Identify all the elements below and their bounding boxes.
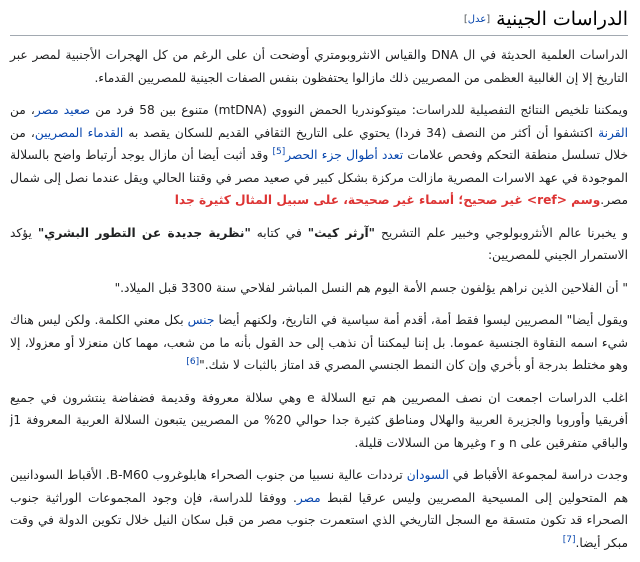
citation-5-link[interactable]: [5]: [272, 146, 286, 157]
author-name: "آرثر كيث": [307, 225, 376, 240]
link-sudan[interactable]: السودان: [406, 468, 449, 482]
citation-6: [186, 357, 199, 367]
paragraph-3: و يخبرنا عالم الأنثروبولوجي وخبير علم التشريح "آرثر كيث" في كتابه "نظرية جديدة عن التطور البشري" يؤكد الاستمرار الجيني للمصريين:: [10, 225, 628, 262]
paragraph-5: ويقول أيضا" المصريين ليسوا فقط أمة، أقدم أمة سياسية في التاريخ، ولكنهم أيضا جنس بكل معني الكلمة. ولكن ليس هناك شيء اسمه النقاوة الجنسية عموما. بل إننا ليمكننا أن نذهب إلى حد القول بأنه ما من شعب، مهما كان منعزلا أو معزولا، إلا وهو مختلط بدرجة أو بأخري وإن كان النمط الجنسي المصري قد امتاز بالثبات لا شك."[6]: [10, 313, 628, 372]
link-rflp[interactable]: تعدد أطوال جزء الحصر: [285, 148, 404, 162]
citation-7-link[interactable]: [7]: [562, 534, 576, 545]
section-heading: [10, 6, 628, 36]
link-ancient-egyptians[interactable]: القدماء المصريين: [34, 125, 124, 140]
paragraph-6: اغلب الدراسات اجمعت ان نصف المصريين هم تبع السلالة e وهي سلالة معروفة وقديمة فضفاضة ينتشرون في جميع أفريقيا وأوروبا والجزيرة العربية والهلال ومناطق كثيرة جدا حوالي 20% من المصريين يتبعون السلالة العربية المعروفة j1 والباقي متفرقين على n و r وغيرها من السلالات قليلة.: [10, 390, 628, 450]
link-qurna[interactable]: القرنة: [598, 125, 628, 140]
citation-5: [273, 147, 286, 157]
link-race[interactable]: جنس: [187, 313, 215, 327]
citation-7: [563, 534, 576, 544]
book-title: "نظرية جديدة عن التطور البشري": [37, 225, 251, 240]
paragraph-7: وجدت دراسة لمجموعة الأقباط في السودان ترددات عالية نسبيا من جنوب الصحراء هابلوغروب B-M60. الأقباط السودانيين هم المتحولين إلى المسيحية المصريين وليس عرقيا لقبط مصر. ووفقا للدراسة، فإن وجود المجموعات الوراثية جنوب الصحراء قد تكون متسقة مع السجل التاريخي الذي استعمرت جنوب مصر من قبل سكان النيل خلال تكوين الدولة في وقت مبكر أيضا.[7]: [10, 468, 629, 550]
link-egypt[interactable]: مصر: [296, 490, 321, 505]
edit-link[interactable]: عدل: [467, 14, 487, 25]
ref-error-message: وسم <ref> غير صحيح؛ أسماء غير صحيحة، على سبيل المثال كثيرة جدا: [174, 193, 601, 207]
citation-6-link[interactable]: [6]: [186, 356, 200, 367]
quote-paragraph: " أن الفلاحين الذين نراهم يؤلفون جسم الأمة اليوم هم النسل المباشر لفلاحي سنة 3300 قبل الميلاد.": [114, 280, 628, 295]
section-title: الدراسات الجينية: [496, 8, 628, 30]
link-upper-egypt[interactable]: صعيد مصر: [34, 103, 91, 117]
edit-section: [عدل]: [463, 14, 491, 25]
paragraph-2: ويمكننا تلخيص النتائج التفصيلية للدراسات: ميتوكوندريا الحمض النووي (mtDNA) متنوع بين 58 فرد من صعيد مصر، من القرنة اكتشفوا أن أكثر من النصف (34 فردا) يحتوي على التاريخ الثقافي القديم للسكان يقصد به القدماء المصريين، من خلال تسلسل منطقة التحكم وفحص علامات تعدد أطوال جزء الحصر[5] وقد أثبت أيضا أن مازال يوجد أرتباط واضح بالسلالة الموجودة في عهد الاسرات المصرية مازالت مركزة بشكل كبير في صعيد مصر في وقتنا الحالي ويقل عندما نصل إلى شمال مصر.وسم <ref> غير صحيح؛ أسماء غير صحيحة، على سبيل المثال كثيرة جدا: [10, 103, 629, 207]
paragraph-1: الدراسات العلمية الحديثة في ال DNA والقياس الانثروبومتري أوضحت أن على الرغم من كل الهجرات الأجنبية لمصر عبر التاريخ إلا إن الغالبية العظمى من المصريين ذلك مازالوا يحتفظون بنفس الصفات الجينية للمصريين القدماء.: [10, 48, 628, 85]
